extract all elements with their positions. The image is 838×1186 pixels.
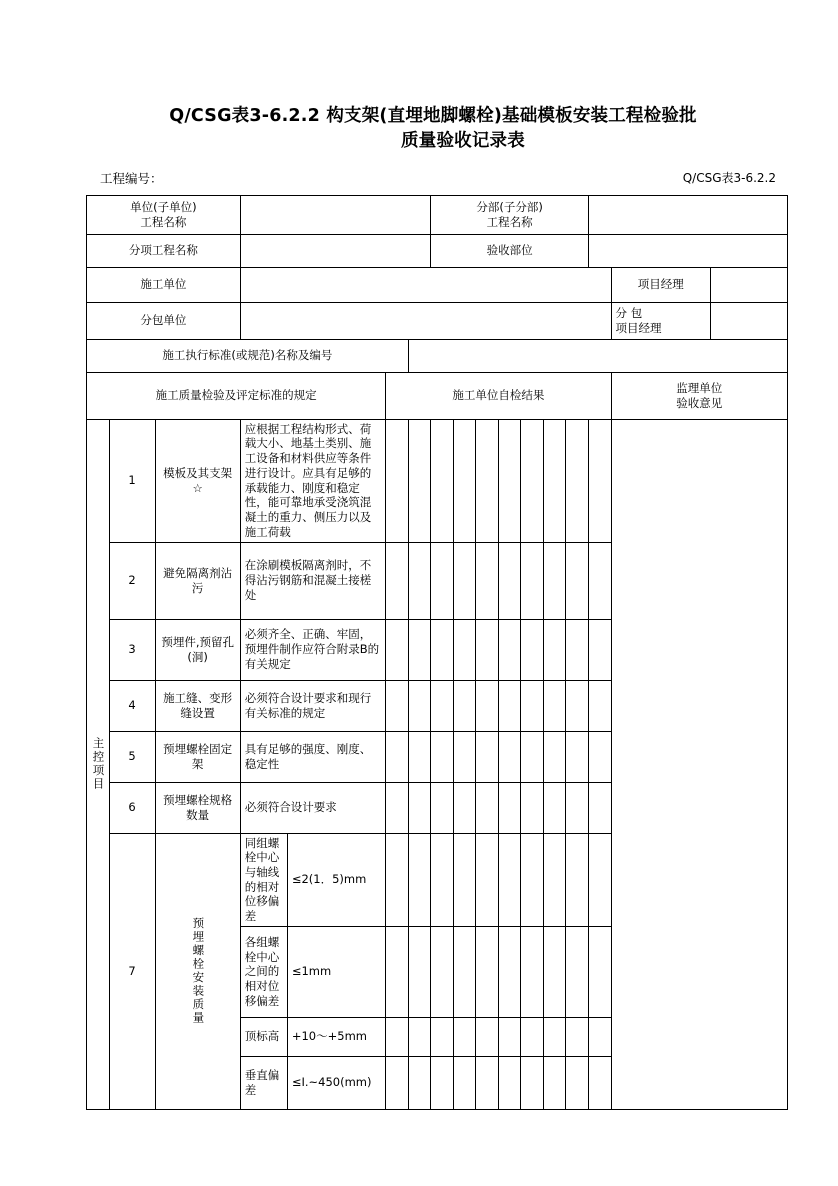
self-check-cell[interactable]: [498, 419, 521, 542]
self-check-cell[interactable]: [386, 680, 409, 731]
self-check-cell[interactable]: [498, 542, 521, 619]
self-check-cell[interactable]: [386, 782, 409, 833]
form-code: Q/CSG表3-6.2.2: [682, 170, 776, 185]
table-row: [87, 234, 788, 267]
self-check-cell[interactable]: [543, 782, 566, 833]
page-title-line2: 质量验收记录表: [401, 131, 525, 152]
self-check-cell[interactable]: [543, 542, 566, 619]
accept-part-value[interactable]: [589, 234, 788, 267]
subcontract-unit-value[interactable]: [240, 302, 611, 339]
self-check-cell[interactable]: [498, 1017, 521, 1056]
self-check-cell[interactable]: [431, 680, 454, 731]
self-check-cell[interactable]: [386, 1056, 409, 1109]
row-item: 预埋螺栓安装质量: [155, 833, 240, 1109]
self-check-cell[interactable]: [453, 1056, 476, 1109]
row7-sub-value: ≤I.~450(mm): [287, 1056, 385, 1109]
self-check-cell[interactable]: [521, 833, 544, 926]
self-check-cell[interactable]: [543, 833, 566, 926]
self-check-cell[interactable]: [476, 1056, 499, 1109]
row7-sub-value: +10～+5mm: [287, 1017, 385, 1056]
project-number-label: 工程编号：: [100, 170, 163, 186]
sub-item-name-value[interactable]: [240, 234, 431, 267]
self-check-cell[interactable]: [453, 782, 476, 833]
self-check-cell[interactable]: [408, 782, 431, 833]
standard-value[interactable]: [408, 339, 787, 372]
self-check-cell[interactable]: [431, 782, 454, 833]
self-check-cell[interactable]: [453, 731, 476, 782]
self-check-cell[interactable]: [408, 926, 431, 1017]
self-check-cell[interactable]: [543, 926, 566, 1017]
self-check-cell[interactable]: [476, 680, 499, 731]
row-no: 4: [109, 680, 155, 731]
self-check-cell[interactable]: [431, 926, 454, 1017]
self-check-cell[interactable]: [589, 680, 612, 731]
self-check-cell[interactable]: [566, 419, 589, 542]
row-requirement: 在涂刷模板隔离剂时，不得沾污钢筋和混凝土接槎处: [240, 542, 386, 619]
self-check-cell[interactable]: [408, 833, 431, 926]
self-check-cell[interactable]: [543, 1056, 566, 1109]
row-no: 1: [109, 419, 155, 542]
self-check-cell[interactable]: [386, 731, 409, 782]
self-check-cell[interactable]: [589, 782, 612, 833]
row7-sub-label: 各组螺栓中心之间的相对位移偏差: [240, 926, 287, 1017]
self-check-cell[interactable]: [386, 926, 409, 1017]
self-check-cell[interactable]: [521, 731, 544, 782]
row-item: 避免隔离剂沾污: [155, 542, 240, 619]
row-no: 5: [109, 731, 155, 782]
row-no: 7: [109, 833, 155, 1109]
self-check-cell[interactable]: [408, 680, 431, 731]
meta-row: [0, 169, 838, 187]
subcontract-unit-label: 分包单位: [87, 302, 241, 339]
self-check-cell[interactable]: [476, 619, 499, 680]
page-title-line1: Q/CSG表3-6.2.2 构支架(直埋地脚螺栓)基础模板安装工程检验批: [169, 106, 697, 126]
table-row: [87, 195, 788, 234]
table-row: [87, 339, 788, 372]
self-check-cell[interactable]: [543, 619, 566, 680]
self-check-cell[interactable]: [453, 926, 476, 1017]
construction-unit-label: 施工单位: [87, 267, 241, 302]
header-quality-standard: 施工质量检验及评定标准的规定: [87, 372, 386, 419]
header-self-inspection: 施工单位自检结果: [386, 372, 611, 419]
self-check-cell[interactable]: [476, 731, 499, 782]
row-item: 施工缝、变形缝设置: [155, 680, 240, 731]
self-check-cell[interactable]: [521, 419, 544, 542]
self-check-cell[interactable]: [453, 680, 476, 731]
self-check-cell[interactable]: [566, 1056, 589, 1109]
project-manager-label: 项目经理: [611, 267, 710, 302]
standard-label: 施工执行标准(或规范)名称及编号: [87, 339, 409, 372]
self-check-cell[interactable]: [589, 419, 612, 542]
row-requirement: 必须符合设计要求: [240, 782, 386, 833]
construction-unit-value[interactable]: [240, 267, 611, 302]
self-check-cell[interactable]: [476, 419, 499, 542]
row-item: 预埋螺栓固定架: [155, 731, 240, 782]
self-check-cell[interactable]: [453, 833, 476, 926]
row-item: 预埋件,预留孔(洞): [155, 619, 240, 680]
sub-item-name-label: 分项工程名称: [87, 234, 241, 267]
self-check-cell[interactable]: [521, 782, 544, 833]
self-check-cell[interactable]: [453, 1017, 476, 1056]
row-item: 模板及其支架☆: [155, 419, 240, 542]
self-check-cell[interactable]: [431, 1056, 454, 1109]
supervision-opinion-cell[interactable]: [611, 419, 787, 1109]
self-check-cell[interactable]: [453, 542, 476, 619]
self-check-cell[interactable]: [431, 542, 454, 619]
self-check-cell[interactable]: [408, 731, 431, 782]
row7-sub-value: ≤2(1．5)mm: [287, 833, 385, 926]
row-requirement: 必须符合设计要求和现行有关标准的规定: [240, 680, 386, 731]
self-check-cell[interactable]: [589, 833, 612, 926]
self-check-cell[interactable]: [566, 619, 589, 680]
page-title: [88, 104, 778, 155]
self-check-cell[interactable]: [431, 1017, 454, 1056]
self-check-cell[interactable]: [498, 782, 521, 833]
self-check-cell[interactable]: [498, 1056, 521, 1109]
self-check-cell[interactable]: [521, 680, 544, 731]
row7-sub-label: 顶标高: [240, 1017, 287, 1056]
unit-project-name-value[interactable]: [240, 195, 431, 234]
section-label-main-control: 主控项目: [87, 419, 110, 1109]
self-check-cell[interactable]: [408, 1017, 431, 1056]
inspection-form-table: [86, 195, 788, 1110]
self-check-cell[interactable]: [566, 926, 589, 1017]
part-project-name-value[interactable]: [589, 195, 788, 234]
self-check-cell[interactable]: [453, 419, 476, 542]
accept-part-label: 验收部位: [431, 234, 589, 267]
table-row: [87, 302, 788, 339]
row-no: 3: [109, 619, 155, 680]
row7-sub-label: 同组螺栓中心与轴线的相对位移偏差: [240, 833, 287, 926]
self-check-cell[interactable]: [543, 731, 566, 782]
self-check-cell[interactable]: [521, 1017, 544, 1056]
self-check-cell[interactable]: [476, 926, 499, 1017]
self-check-cell[interactable]: [589, 731, 612, 782]
self-check-cell[interactable]: [566, 542, 589, 619]
self-check-cell[interactable]: [589, 619, 612, 680]
self-check-cell[interactable]: [386, 1017, 409, 1056]
self-check-cell[interactable]: [386, 542, 409, 619]
self-check-cell[interactable]: [408, 619, 431, 680]
self-check-cell[interactable]: [408, 419, 431, 542]
self-check-cell[interactable]: [431, 731, 454, 782]
self-check-cell[interactable]: [566, 833, 589, 926]
self-check-cell[interactable]: [566, 1017, 589, 1056]
row-requirement: 必须齐全、正确、牢固，预埋件制作应符合附录B的有关规定: [240, 619, 386, 680]
self-check-cell[interactable]: [566, 731, 589, 782]
self-check-cell[interactable]: [498, 926, 521, 1017]
self-check-cell[interactable]: [589, 542, 612, 619]
self-check-cell[interactable]: [543, 1017, 566, 1056]
self-check-cell[interactable]: [476, 542, 499, 619]
self-check-cell[interactable]: [566, 782, 589, 833]
row-item: 预埋螺栓规格数量: [155, 782, 240, 833]
self-check-cell[interactable]: [476, 1017, 499, 1056]
project-manager-value[interactable]: [710, 267, 787, 302]
self-check-cell[interactable]: [521, 926, 544, 1017]
row-no: 2: [109, 542, 155, 619]
row-no: 6: [109, 782, 155, 833]
self-check-cell[interactable]: [589, 1056, 612, 1109]
self-check-cell[interactable]: [453, 619, 476, 680]
self-check-cell[interactable]: [521, 542, 544, 619]
self-check-cell[interactable]: [386, 619, 409, 680]
part-project-name-label: 分部(子分部) 工程名称: [431, 195, 589, 234]
unit-project-name-label: 单位(子单位) 工程名称: [87, 195, 241, 234]
self-check-cell[interactable]: [386, 419, 409, 542]
row-requirement: 应根据工程结构形式、荷载大小、地基土类别、施工设备和材料供应等条件进行设计。应具有足够的承载能力、刚度和稳定性，能可靠地承受浇筑混凝土的重力、侧压力以及施工荷载: [240, 419, 386, 542]
self-check-cell[interactable]: [476, 833, 499, 926]
row-requirement: 具有足够的强度、刚度、稳定性: [240, 731, 386, 782]
self-check-cell[interactable]: [543, 419, 566, 542]
self-check-cell[interactable]: [589, 926, 612, 1017]
table-header-row: [87, 372, 788, 419]
self-check-cell[interactable]: [566, 680, 589, 731]
row7-sub-value: ≤1mm: [287, 926, 385, 1017]
self-check-cell[interactable]: [431, 619, 454, 680]
self-check-cell[interactable]: [521, 1056, 544, 1109]
self-check-cell[interactable]: [408, 542, 431, 619]
table-row: [87, 419, 788, 542]
self-check-cell[interactable]: [431, 419, 454, 542]
self-check-cell[interactable]: [589, 1017, 612, 1056]
table-row: [87, 267, 788, 302]
self-check-cell[interactable]: [431, 833, 454, 926]
self-check-cell[interactable]: [408, 1056, 431, 1109]
self-check-cell[interactable]: [498, 680, 521, 731]
row7-sub-label: 垂直偏差: [240, 1056, 287, 1109]
self-check-cell[interactable]: [498, 833, 521, 926]
self-check-cell[interactable]: [476, 782, 499, 833]
self-check-cell[interactable]: [543, 680, 566, 731]
self-check-cell[interactable]: [521, 619, 544, 680]
self-check-cell[interactable]: [386, 833, 409, 926]
subcontract-manager-label: 分 包 项目经理: [611, 302, 710, 339]
self-check-cell[interactable]: [498, 619, 521, 680]
subcontract-manager-value[interactable]: [710, 302, 787, 339]
title-block: [0, 0, 838, 155]
header-supervision-opinion: 监理单位 验收意见: [611, 372, 787, 419]
self-check-cell[interactable]: [498, 731, 521, 782]
